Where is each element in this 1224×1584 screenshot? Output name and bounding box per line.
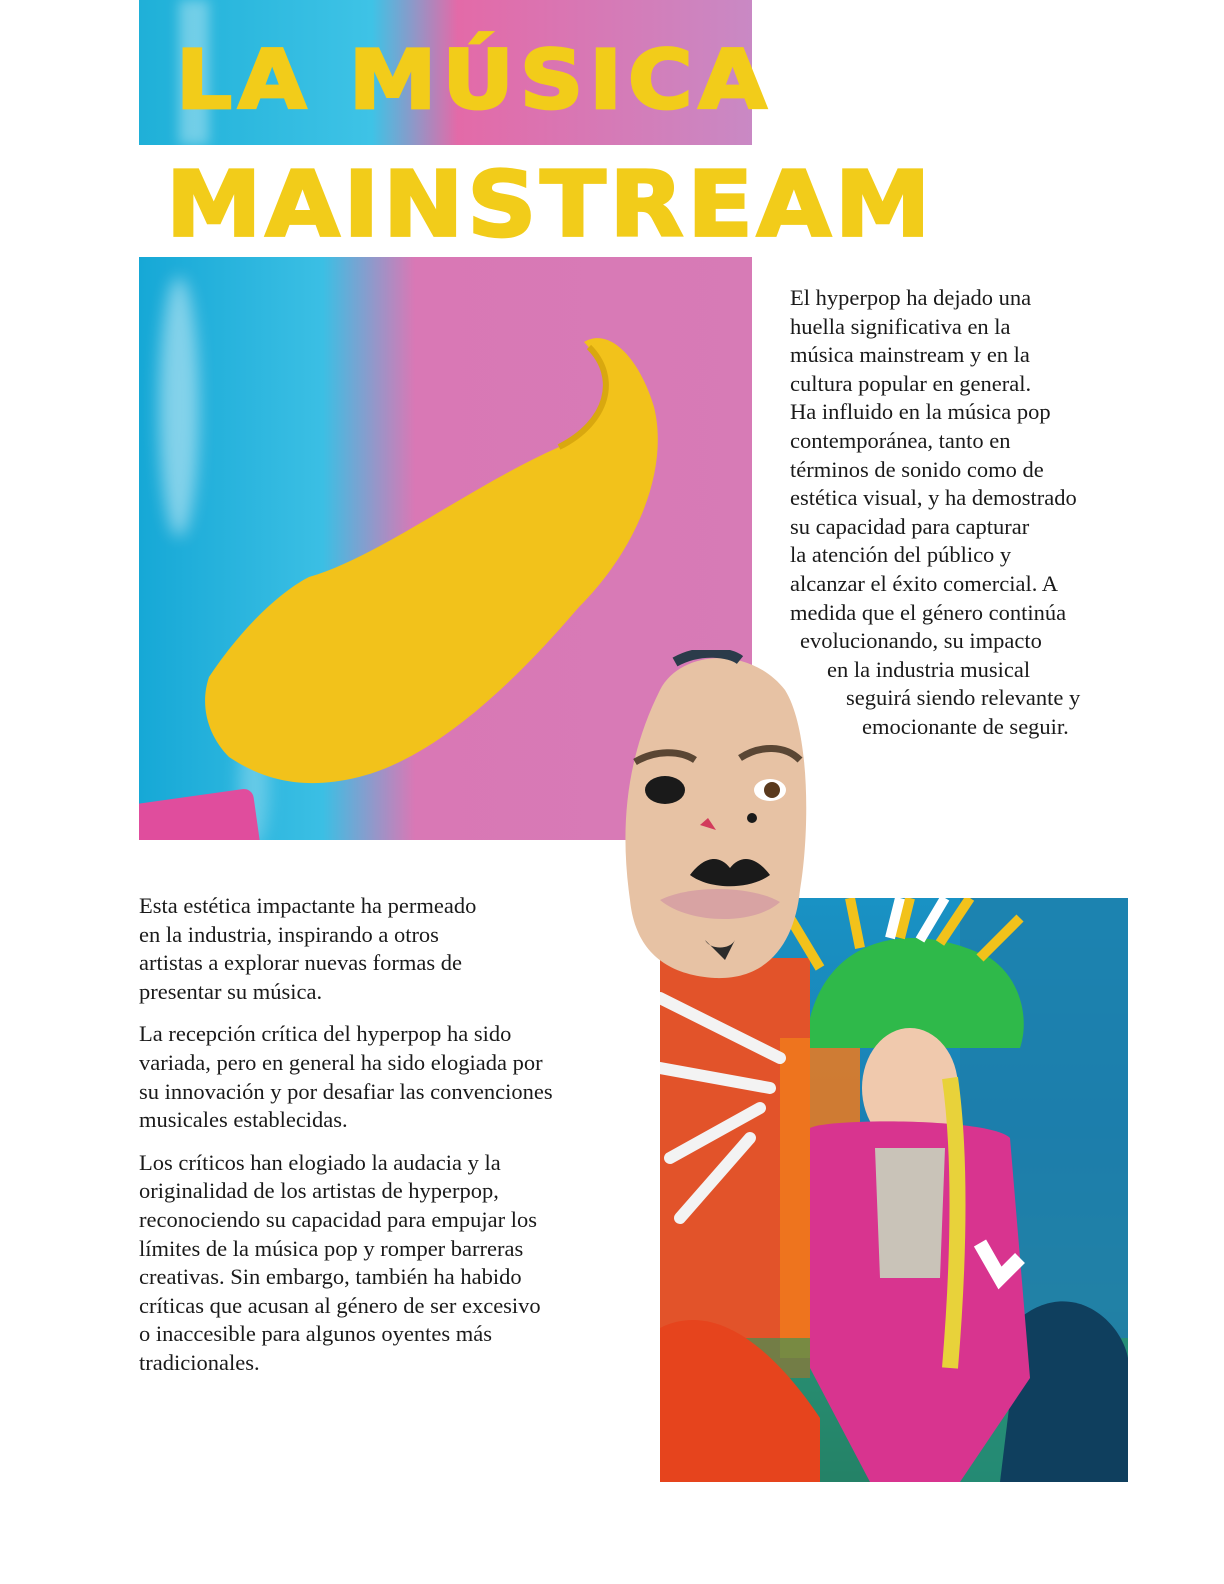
text-line: La recepción crítica del hyperpop ha sido [139,1021,512,1047]
portrait-photo [660,898,1128,1482]
text-line: tradicionales. [139,1349,260,1375]
text-line: cultura popular en general. [790,370,1032,396]
text-line: Esta estética impactante ha permeado [139,893,477,918]
text-line: términos de sonido como de [790,456,1044,482]
text-line: reconociendo su capacidad para empujar los [139,1206,537,1232]
text-line: la atención del público y [790,542,1012,568]
text-line: musicales establecidas. [139,1107,348,1133]
paragraph-reception [139,1020,639,1134]
text-line: críticas que acusan al género de ser excesivo [139,1292,541,1318]
text-line: límites de la música pop y romper barreras [139,1235,524,1261]
text-line: o inaccesible para algunos oyentes más [139,1321,493,1347]
text-line: medida que el género continúa [790,599,1067,625]
paragraph-influence [139,892,639,1006]
text-line: originalidad de los artistas de hyperpop, [139,1178,499,1204]
critique-text-column [139,892,639,1392]
text-line: emocionante de seguir. [862,713,1069,739]
portrait-graphic [660,898,1128,1482]
text-line: su innovación y por desafiar las convenciones [139,1078,553,1104]
text-line: artistas a explorar nuevas formas de [139,950,462,976]
text-line: en la industria musical [827,656,1031,682]
text-line: creativas. Sin embargo, también ha habido [139,1264,522,1290]
text-line: variada, pero en general ha sido elogiada por [139,1049,543,1075]
text-line: seguirá siendo relevante y [846,685,1081,711]
text-line: contemporánea, tanto en [790,427,1011,453]
title-line-1: LA MÚSICA [176,32,773,128]
title-line-2: MAINSTREAM [166,151,935,258]
text-line: presentar su música. [139,978,323,1004]
text-line: música mainstream y en la [790,342,1030,368]
text-line: Los críticos han elogiado la audacia y la [139,1149,501,1175]
text-line: evolucionando, su impacto [800,628,1042,654]
text-line: El hyperpop ha dejado una [790,285,1032,310]
text-line: Ha influido en la música pop [790,399,1051,425]
text-line: su capacidad para capturar [790,513,1030,539]
intro-text-column [790,284,1080,742]
text-line: huella significativa en la [790,313,1011,339]
face-cutout-image [620,650,808,980]
text-line: estética visual, y ha demostrado [790,485,1077,511]
text-line: alcanzar el éxito comercial. A [790,570,1058,596]
face-graphic [620,650,808,980]
text-line: en la industria, inspirando a otros [139,921,439,947]
paragraph-critics [139,1149,639,1378]
